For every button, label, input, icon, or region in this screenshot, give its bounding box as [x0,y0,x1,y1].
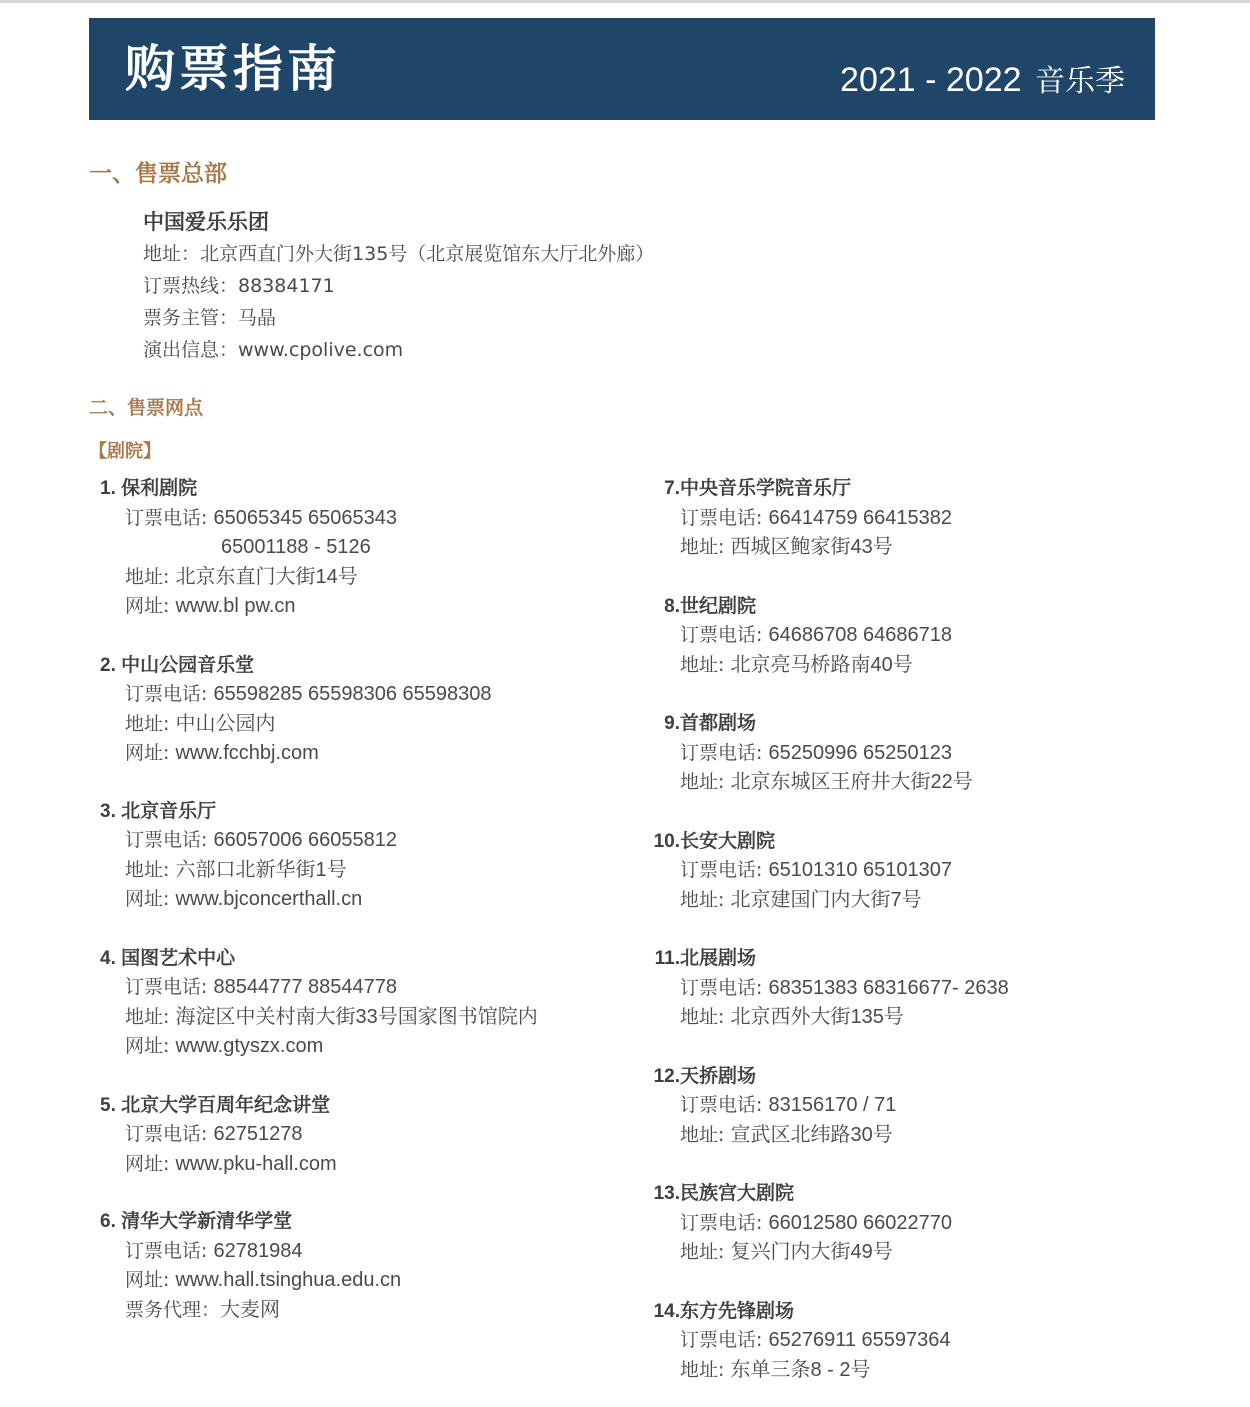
season-label [840,60,1125,102]
detail-value: 68351383 68316677- 2638 [768,976,1009,999]
detail-label: 网址: [125,1269,176,1291]
venue-title: 中央音乐学院音乐厅 [680,477,852,499]
detail-value: 大麦网 [220,1298,281,1321]
venue-detail-row [100,826,538,856]
detail-value: 北京亮马桥路南40号 [730,653,913,676]
section-heading-hq: 一、售票总部 [89,161,227,187]
venue-detail-row [642,1238,1009,1268]
venue-item [642,1062,1009,1151]
venue-number: 11. [654,948,680,969]
venue-detail-row [642,768,1009,798]
hq-address: 地址：北京西直门外大街135号（北京展览馆东大厅北外廊） [143,243,655,265]
venue-number: 7. [664,478,680,499]
detail-label: 地址: [680,1006,731,1028]
venue-item [642,944,1009,1033]
venue-title: 天挢剧场 [680,1064,757,1087]
venue-title: 长安大剧院 [680,829,776,852]
venue-title: 中山公园音乐堂 [121,653,255,676]
detail-value: 88544777 88544778 [213,976,397,998]
venue-detail-row [642,856,1009,886]
detail-value: www.pku-hall.com [175,1152,337,1175]
season-suffix: 音乐季 [1035,64,1125,99]
venue-column-left [100,474,538,1325]
venue-number: 3. [100,800,122,822]
detail-label: 订票电话: [680,1211,769,1234]
venue-detail-row [100,1032,538,1062]
venue-number: 6. [100,1211,122,1232]
venue-detail-row [100,1003,538,1033]
detail-label: 订票电话: [125,506,214,529]
title-banner [89,18,1155,120]
venue-detail-row [642,1356,1009,1386]
venue-detail-row [642,1209,1009,1239]
detail-label: 订票电话: [680,1094,769,1116]
venue-number: 2. [100,654,122,676]
venue-detail-row [100,1120,538,1150]
detail-label: 网址: [125,742,176,764]
detail-value: 六部口北新华街1号 [175,858,347,881]
detail-label: 地址: [680,1123,731,1146]
venue-detail-row [642,974,1009,1004]
venue-title: 北京音乐厅 [121,799,217,822]
detail-label: 订票电话: [125,1239,214,1262]
detail-value: www.fcchbj.com [175,742,319,764]
hq-block [143,206,654,366]
detail-value: 西城区鲍家街43号 [730,536,893,558]
detail-label: 订票电话: [680,624,769,646]
hq-hotline: 订票热线：88384171 [143,275,335,297]
category-label-theater: 【剧院】 [89,441,161,462]
venue-name [642,944,1009,974]
venue-name [100,944,538,974]
venue-title: 首都剧场 [680,712,757,734]
detail-label: 网址: [125,595,176,617]
detail-value: 83156170 / 71 [768,1094,897,1116]
venue-title: 民族宫大剧院 [680,1182,795,1204]
detail-label: 网址: [125,888,176,910]
venue-detail-row [642,739,1009,769]
venue-detail-row [642,621,1009,651]
hq-info: 演出信息：www.cpolive.com [143,339,404,361]
detail-value: 66012580 66022770 [768,1211,952,1234]
detail-label: 地址: [125,712,176,735]
detail-label: 地址: [680,1241,731,1263]
venue-item [642,592,1009,681]
venue-detail-row [100,856,538,886]
detail-value: www.bl pw.cn [175,595,296,617]
detail-value: www.gtyszx.com [175,1035,324,1057]
venue-number: 8. [664,595,680,617]
detail-label: 订票电话: [125,683,214,705]
venue-item [642,1179,1009,1268]
venue-item [100,474,538,622]
hq-org-name: 中国爱乐乐团 [143,210,269,234]
detail-value: 65001188 - 5126 [221,536,371,558]
venue-name [642,1179,1009,1209]
detail-label: 地址: [680,653,731,676]
venue-detail-row [100,710,538,740]
venue-name [100,651,538,681]
venue-name [100,1091,538,1121]
venue-title: 保利剧院 [121,477,198,499]
venue-title: 国图艺术中心 [121,946,236,969]
detail-label: 订票电话: [680,741,769,764]
venue-detail-row [100,592,538,622]
venue-name [642,1297,1009,1327]
venue-item [642,1297,1009,1386]
venue-detail-row [642,504,1009,534]
detail-value: 中山公园内 [175,712,276,735]
venue-item [100,1091,538,1180]
venue-detail-row [642,1003,1009,1033]
detail-label: 地址: [125,858,176,881]
venue-detail-row [100,1237,538,1267]
detail-value: 宣武区北纬路30号 [730,1123,893,1146]
season-year: 2021 - 2022 [840,61,1022,99]
venue-detail-row [100,680,538,710]
venue-name [642,474,1009,504]
detail-label: 订票电话: [680,859,769,881]
venue-title: 北展剧场 [680,947,757,969]
venue-number: 4. [100,947,122,969]
detail-value: www.bjconcerthall.cn [175,888,363,910]
detail-value: 北京东城区王府井大街22号 [730,771,973,793]
venue-item [642,474,1009,563]
top-rule [0,0,1250,3]
venue-detail-row [642,533,1009,563]
detail-label: 地址: [125,565,176,588]
detail-value: 复兴门内大街49号 [730,1241,893,1263]
page-title: 购票指南 [125,39,341,98]
venue-item [100,797,538,915]
venue-item [642,827,1009,916]
venue-detail-row [642,1326,1009,1356]
detail-value: 65276911 65597364 [768,1329,951,1351]
venue-detail-row [100,1266,538,1296]
venue-item [100,944,538,1062]
section-heading-outlets: 二、售票网点 [89,397,204,419]
venue-item [100,1207,538,1325]
venue-number: 9. [664,713,680,734]
venue-detail-row [100,533,538,563]
venue-detail-row [100,885,538,915]
venue-detail-row [100,1150,538,1180]
detail-value: www.hall.tsinghua.edu.cn [175,1269,402,1291]
detail-value: 65598285 65598306 65598308 [213,683,492,705]
venue-item [642,709,1009,798]
detail-label: 地址: [680,771,731,793]
venue-number: 12. [653,1065,680,1087]
detail-label: 订票电话: [680,1329,769,1351]
venue-detail-row [642,651,1009,681]
detail-label: 订票电话: [125,829,214,851]
detail-label: 订票电话: [125,1123,214,1145]
detail-value: 东单三条8 - 2号 [730,1358,871,1381]
venue-detail-row [642,1091,1009,1121]
venue-number: 13. [653,1183,680,1204]
venue-detail-row [100,973,538,1003]
venue-name [100,797,538,827]
detail-value: 65065345 65065343 [213,506,397,529]
detail-label: 订票电话: [680,976,769,999]
detail-value: 65250996 65250123 [768,741,952,764]
detail-value: 65101310 65101307 [768,859,952,881]
detail-label: 票务代理： [125,1298,221,1321]
detail-value: 北京西外大街135号 [730,1006,904,1028]
venue-number: 5. [100,1094,122,1116]
venue-number: 14. [653,1300,680,1322]
detail-label: 订票电话: [680,506,769,529]
venue-detail-row [100,1296,538,1326]
detail-label: 地址: [680,536,731,558]
venue-detail-row [100,739,538,769]
venue-name [642,827,1009,857]
venue-title: 清华大学新清华学堂 [121,1210,293,1232]
detail-value: 北京建国门内大街7号 [730,888,922,911]
detail-label: 地址: [680,888,731,911]
detail-label: 地址: [125,1005,176,1028]
venue-detail-row [100,563,538,593]
venue-item [100,651,538,769]
detail-label: 订票电话: [125,976,214,998]
detail-value: 北京东直门大街14号 [175,565,358,588]
detail-value: 64686708 64686718 [768,624,952,646]
venue-number: 10. [653,830,680,852]
detail-value: 海淀区中关村南大街33号国家图书馆院内 [175,1005,538,1028]
venue-name [642,592,1009,622]
hq-manager: 票务主管：马晶 [143,307,277,329]
detail-value: 62751278 [213,1123,303,1145]
detail-label: 网址: [125,1152,176,1175]
venue-title: 东方先锋剧场 [680,1299,795,1322]
venue-detail-row [100,504,538,534]
venue-name [642,1062,1009,1092]
venue-detail-row [642,1121,1009,1151]
venue-detail-row [642,886,1009,916]
venue-name [642,709,1009,739]
venue-column-right [642,474,1009,1385]
detail-value: 66414759 66415382 [768,506,952,529]
venue-number: 1. [100,478,122,499]
venue-name [100,1207,538,1237]
venue-title: 世纪剧院 [680,594,757,617]
detail-label: 地址: [680,1358,731,1381]
detail-value: 66057006 66055812 [213,829,397,851]
detail-value: 62781984 [213,1239,303,1262]
detail-label: 网址: [125,1035,176,1057]
venue-name [100,474,538,504]
venue-title: 北京大学百周年纪念讲堂 [121,1093,331,1116]
